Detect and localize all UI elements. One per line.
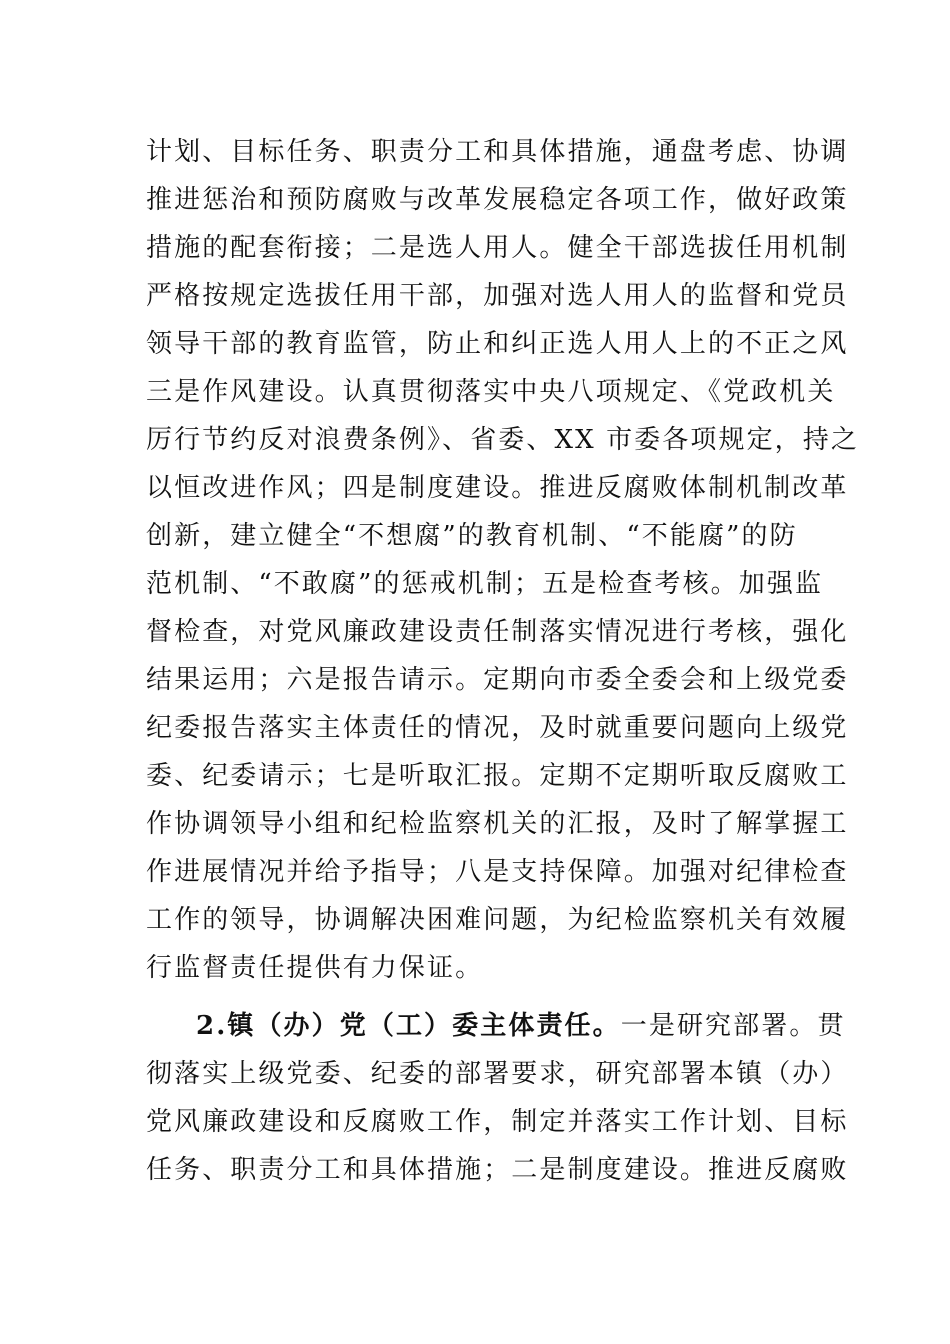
text-line: 计划、目标任务、职责分工和具体措施，通盘考虑、协调 [146, 137, 849, 167]
section-heading: 2.镇（办）党（工）委主体责任。 [196, 1011, 621, 1041]
text-line: 措施的配套衔接；二是选人用人。健全干部选拔任用机制 [146, 233, 849, 263]
text-line: 结果运用；六是报告请示。定期向市委全委会和上级党委 [146, 665, 849, 695]
text-line: 督检查，对党风廉政建设责任制落实情况进行考核，强化 [146, 617, 849, 647]
text-line: 以恒改进作风；四是制度建设。推进反腐败体制机制改革 [146, 473, 849, 503]
text-line: 范机制、“不敢腐”的惩戒机制；五是检查考核。加强监 [146, 569, 824, 599]
text-line: 三是作风建设。认真贯彻落实中央八项规定、《党政机关 [146, 377, 836, 407]
text-line: 委、纪委请示；七是听取汇报。定期不定期听取反腐败工 [146, 761, 849, 791]
text-line: 厉行节约反对浪费条例》、省委、XX 市委各项规定，持之 [146, 425, 859, 455]
section-text: 一是研究部署。贯 [620, 1011, 846, 1041]
text-line: 严格按规定选拔任用干部，加强对选人用人的监督和党员 [146, 281, 849, 311]
text-line: 党风廉政建设和反腐败工作，制定并落实工作计划、目标 [146, 1107, 849, 1137]
text-line: 工作的领导，协调解决困难问题，为纪检监察机关有效履 [146, 905, 849, 935]
text-line: 纪委报告落实主体责任的情况，及时就重要问题向上级党 [146, 713, 849, 743]
text-line: 创新，建立健全“不想腐”的教育机制、“不能腐”的防 [146, 521, 798, 551]
text-line: 作协调领导小组和纪检监察机关的汇报，及时了解掌握工 [146, 809, 849, 839]
text-line: 任务、职责分工和具体措施；二是制度建设。推进反腐败 [146, 1155, 849, 1185]
text-line: 推进惩治和预防腐败与改革发展稳定各项工作，做好政策 [146, 185, 849, 215]
text-line: 行监督责任提供有力保证。 [146, 953, 484, 983]
text-line: 彻落实上级党委、纪委的部署要求，研究部署本镇（办） [146, 1059, 849, 1089]
text-line: 作进展情况并给予指导；八是支持保障。加强对纪律检查 [146, 857, 849, 887]
paragraph-heading-line [196, 1002, 846, 1050]
text-line: 领导干部的教育监管，防止和纠正选人用人上的不正之风 [146, 329, 849, 359]
